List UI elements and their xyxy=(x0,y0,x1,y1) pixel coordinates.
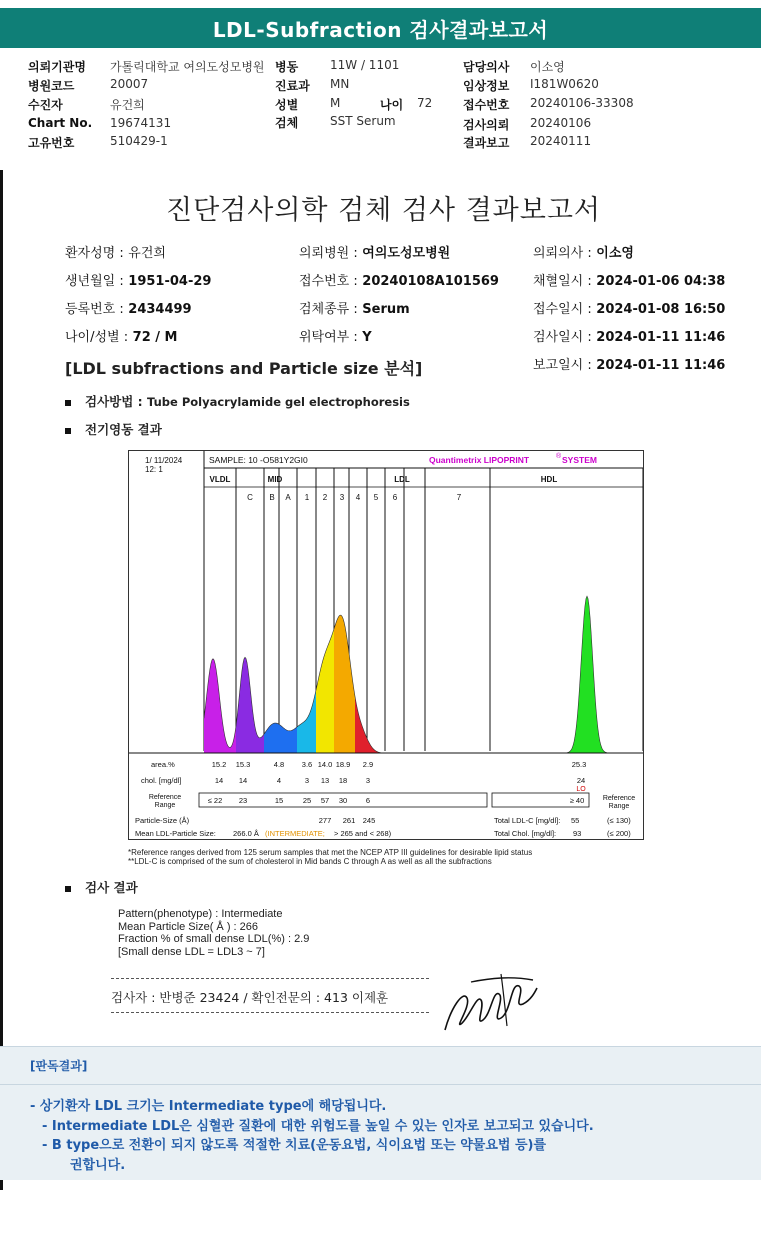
consign-val: Y xyxy=(362,330,372,345)
consign-field xyxy=(299,326,372,345)
analysis-heading: [LDL subfractions and Particle size 분석] xyxy=(65,359,423,378)
sex-value: M xyxy=(330,96,341,110)
ref-label-left-1: Reference xyxy=(148,794,182,801)
dept-label: 진료과 xyxy=(275,79,310,93)
area-value: 2.9 xyxy=(362,760,374,769)
judgement-divider xyxy=(0,1084,761,1085)
request-label: 검사의뢰 xyxy=(463,118,510,132)
result-mean-size: Mean Particle Size( Å ) : 266 xyxy=(118,920,259,933)
specimen-type-key: 검체종류 : xyxy=(299,302,358,317)
ref-label-right-1: Reference xyxy=(602,795,636,802)
receipt-time-key: 접수일시 : xyxy=(533,302,592,317)
patient-name-field xyxy=(65,242,166,261)
receipt-no-key: 접수번호 : xyxy=(299,274,358,289)
electro-label: 전기영동 결과 xyxy=(85,422,162,437)
specimen-type-field xyxy=(299,298,410,317)
ref-value: 30 xyxy=(338,796,348,805)
receipt-value: 20240106-33308 xyxy=(530,96,634,110)
chol-label: chol. [mg/dl] xyxy=(141,776,182,785)
receipt-time-field xyxy=(533,298,725,317)
bullet-icon xyxy=(65,400,71,406)
chol-value: 13 xyxy=(320,776,330,785)
chol-value: 3 xyxy=(304,776,310,785)
footnote-2: **LDL-C is comprised of the sum of cholesterol in Mid bands C through A as well as all the subfractions xyxy=(128,857,492,866)
chart-brand-sup: ® xyxy=(556,453,562,460)
chol-value: 3 xyxy=(365,776,371,785)
footnote-1: *Reference ranges derived from 125 serum samples that met the NCEP ATP III guidelines for desirable lipid status xyxy=(128,848,533,857)
chart-brand-tail: SYSTEM xyxy=(562,455,597,465)
doctor-label: 담당의사 xyxy=(463,60,510,74)
hospital-field xyxy=(299,242,450,261)
age-sex-field xyxy=(65,326,177,345)
area-value: 18.9 xyxy=(335,760,351,769)
report-time-key: 보고일시 : xyxy=(533,358,592,373)
chart-brand: Quantimetrix LIPOPRINT xyxy=(429,455,530,465)
mean-size-value: 266.0 Å xyxy=(233,829,259,838)
group-label-ldl: LDL xyxy=(394,475,410,484)
clinical-value: I181W0620 xyxy=(530,77,599,91)
group-label-hdl: HDL xyxy=(540,475,558,484)
dob-key: 생년월일 : xyxy=(65,274,124,289)
area-value: 3.6 xyxy=(301,760,313,769)
bullet-icon xyxy=(65,886,71,892)
particle-size-value: 277 xyxy=(318,816,332,825)
report-title-bar xyxy=(0,8,761,48)
result-text xyxy=(118,908,309,958)
ref-value: 23 xyxy=(238,796,248,805)
scanned-report xyxy=(0,170,761,1190)
result-pattern: Pattern(phenotype) : Intermediate xyxy=(118,908,283,920)
area-value: 15.3 xyxy=(235,760,251,769)
total-chol-ref: (≤ 200) xyxy=(607,829,631,838)
code-value: 20007 xyxy=(110,77,149,91)
consign-key: 위탁여부 : xyxy=(299,330,358,345)
band-label: 4 xyxy=(355,493,361,502)
request-value: 20240106 xyxy=(530,116,592,130)
report-date-label: 결과보고 xyxy=(463,136,510,150)
ref-value-hdl: ≥ 40 xyxy=(569,796,585,805)
sex-label: 성별 xyxy=(275,98,299,112)
scanned-report-title: 진단검사의학 검체 검사 결과보고서 xyxy=(166,195,601,226)
peak-area-1 xyxy=(316,629,334,753)
test-time-key: 검사일시 : xyxy=(533,330,592,345)
dob-field xyxy=(65,270,211,289)
ref-label-right-2: Range xyxy=(608,803,630,810)
mean-size-class: (INTERMEDIATE; xyxy=(265,829,325,838)
method-val: Tube Polyacrylamide gel electrophoresis xyxy=(147,395,410,409)
specimen-value: SST Serum xyxy=(330,114,396,128)
area-value: 15.2 xyxy=(211,760,227,769)
specimen-type-val: Serum xyxy=(362,302,410,317)
band-label: A xyxy=(285,493,291,502)
reg-no-field xyxy=(65,298,192,317)
lipoprint-chart xyxy=(128,450,644,840)
ref-value: 57 xyxy=(320,796,330,805)
chol-value-hdl: 24 xyxy=(576,776,586,785)
total-ldl-value: 55 xyxy=(571,816,580,825)
draw-time-key: 채혈일시 : xyxy=(533,274,592,289)
hospital-key: 의뢰병원 : xyxy=(299,246,358,261)
age-sex-key: 나이/성별 : xyxy=(65,330,129,345)
chol-value: 14 xyxy=(238,776,248,785)
total-ldl-label: Total LDL-C [mg/dl]: xyxy=(494,816,561,825)
chart-no-value: 19674131 xyxy=(110,116,172,130)
mean-size-range: > 265 and < 268) xyxy=(334,829,392,838)
draw-time-field xyxy=(533,270,725,289)
chol-value: 14 xyxy=(214,776,224,785)
age-label: 나이 xyxy=(380,98,404,112)
judgement-panel xyxy=(0,1046,761,1180)
doctor-key: 의뢰의사 : xyxy=(533,246,592,261)
band-label: 3 xyxy=(339,493,345,502)
area-label: area.% xyxy=(151,760,175,769)
signer-line: 검사자 : 반병준 23424 / 확인전문의 : 413 이제훈 xyxy=(111,990,389,1005)
band-label: 2 xyxy=(322,493,328,502)
band-label: B xyxy=(269,493,275,502)
ref-value: 15 xyxy=(274,796,284,805)
receipt-no-val: 20240108A101569 xyxy=(362,274,499,289)
total-chol-value: 93 xyxy=(573,829,582,838)
patient-name-val: 유건희 xyxy=(128,246,166,261)
particle-size-value: 261 xyxy=(342,816,356,825)
dob-val: 1951-04-29 xyxy=(128,274,212,289)
chart-time: 12: 1 xyxy=(145,465,163,474)
area-value-hdl: 25.3 xyxy=(571,760,587,769)
report-time-val: 2024-01-11 11:46 xyxy=(596,358,726,373)
clinical-label: 임상정보 xyxy=(463,79,510,93)
result-bullet xyxy=(65,878,138,896)
judgement-line-1: - 상기환자 LDL 크기는 Intermediate type에 해당됩니다. xyxy=(30,1099,387,1114)
area-value: 14.0 xyxy=(317,760,333,769)
band-label: C xyxy=(247,493,253,502)
judgement-line-2: - Intermediate LDL은 심혈관 질환에 대한 위험도를 높일 수 있는 인자로 보고되고 있습니다. xyxy=(42,1119,594,1134)
particle-size-value: 245 xyxy=(362,816,376,825)
total-ldl-ref: (≤ 130) xyxy=(607,816,631,825)
inst-label: 의뢰기관명 xyxy=(28,60,86,74)
age-sex-val: 72 / M xyxy=(132,330,178,345)
ref-value: ≤ 22 xyxy=(207,796,223,805)
peak-area-a xyxy=(297,690,316,753)
dept-value: MN xyxy=(330,77,350,91)
result-label: 검사 결과 xyxy=(85,880,138,895)
inst-value: 가톨릭대학교 여의도성모병원 xyxy=(110,60,265,74)
judgement-line-4: 권합니다. xyxy=(70,1158,126,1173)
group-label-vldl: VLDL xyxy=(209,475,231,484)
peak-area-vldl xyxy=(204,659,236,753)
doctor-value: 이소영 xyxy=(530,60,565,74)
patient-label: 수진자 xyxy=(28,98,63,112)
chart-no-label: Chart No. xyxy=(28,116,93,130)
ward-value: 11W / 1101 xyxy=(330,58,400,72)
method-bullet xyxy=(65,392,410,410)
lipoprint-chart-svg xyxy=(129,451,643,839)
mean-size-label: Mean LDL-Particle Size: xyxy=(135,829,216,838)
band-label: 7 xyxy=(456,493,462,502)
unique-no-label: 고유번호 xyxy=(28,136,75,150)
chart-sample: SAMPLE: 10 -O581Y2GI0 xyxy=(209,455,308,465)
result-sdldl-def: [Small dense LDL = LDL3 ~ 7] xyxy=(118,945,265,958)
hospital-val: 여의도성모병원 xyxy=(362,246,451,261)
ref-label-left-2: Range xyxy=(154,802,176,809)
doctor-field xyxy=(533,242,634,261)
group-label-mid: MID xyxy=(267,475,283,484)
receipt-no-field xyxy=(299,270,499,289)
test-time-field xyxy=(533,326,725,345)
divider-bottom xyxy=(111,1012,429,1013)
chol-flag: LO xyxy=(576,786,586,793)
patient-name-key: 환자성명 : xyxy=(65,246,124,261)
report-date-value: 20240111 xyxy=(530,134,592,148)
signature-icon xyxy=(441,968,541,1038)
area-value: 4.8 xyxy=(273,760,285,769)
peak-area-2 xyxy=(334,615,355,753)
ref-value: 25 xyxy=(302,796,312,805)
band-label: 5 xyxy=(373,493,379,502)
judgement-title: [판독결과] xyxy=(30,1059,88,1073)
method-key: 검사방법 : xyxy=(85,394,143,409)
chol-value: 18 xyxy=(338,776,348,785)
chart-date: 1/ 11/2024 xyxy=(145,456,183,465)
ward-label: 병동 xyxy=(275,60,299,74)
age-value: 72 xyxy=(417,96,433,110)
judgement-line-3: - B type으로 전환이 되지 않도록 적절한 치료(운동요법, 식이요법 또는 약물요법 등)를 xyxy=(42,1138,547,1153)
doctor-val: 이소영 xyxy=(596,246,634,261)
test-time-val: 2024-01-11 11:46 xyxy=(596,330,726,345)
peak-area-c xyxy=(236,657,264,753)
divider-top xyxy=(111,978,429,979)
chol-value: 4 xyxy=(276,776,282,785)
reg-no-val: 2434499 xyxy=(128,302,192,317)
unique-no-value: 510429-1 xyxy=(110,134,168,148)
receipt-time-val: 2024-01-08 16:50 xyxy=(596,302,726,317)
ref-value: 6 xyxy=(365,796,371,805)
band-label: 1 xyxy=(304,493,310,502)
electro-bullet xyxy=(65,420,162,438)
specimen-label: 검체 xyxy=(275,116,299,130)
total-chol-label: Total Chol. [mg/dl]: xyxy=(494,829,557,838)
bullet-icon xyxy=(65,428,71,434)
report-title: LDL-Subfraction 검사결과보고서 xyxy=(212,17,549,42)
patient-value: 유건희 xyxy=(110,98,145,112)
reg-no-key: 등록번호 : xyxy=(65,302,124,317)
code-label: 병원코드 xyxy=(28,79,75,93)
request-info-grid xyxy=(0,56,761,156)
report-time-field xyxy=(533,354,725,373)
particle-size-label: Particle-Size (Å) xyxy=(135,816,190,825)
band-label: 6 xyxy=(392,493,398,502)
page-edge xyxy=(0,1180,761,1186)
result-fraction: Fraction % of small dense LDL(%) : 2.9 xyxy=(118,933,310,945)
receipt-label: 접수번호 xyxy=(463,98,510,112)
draw-time-val: 2024-01-06 04:38 xyxy=(596,274,726,289)
